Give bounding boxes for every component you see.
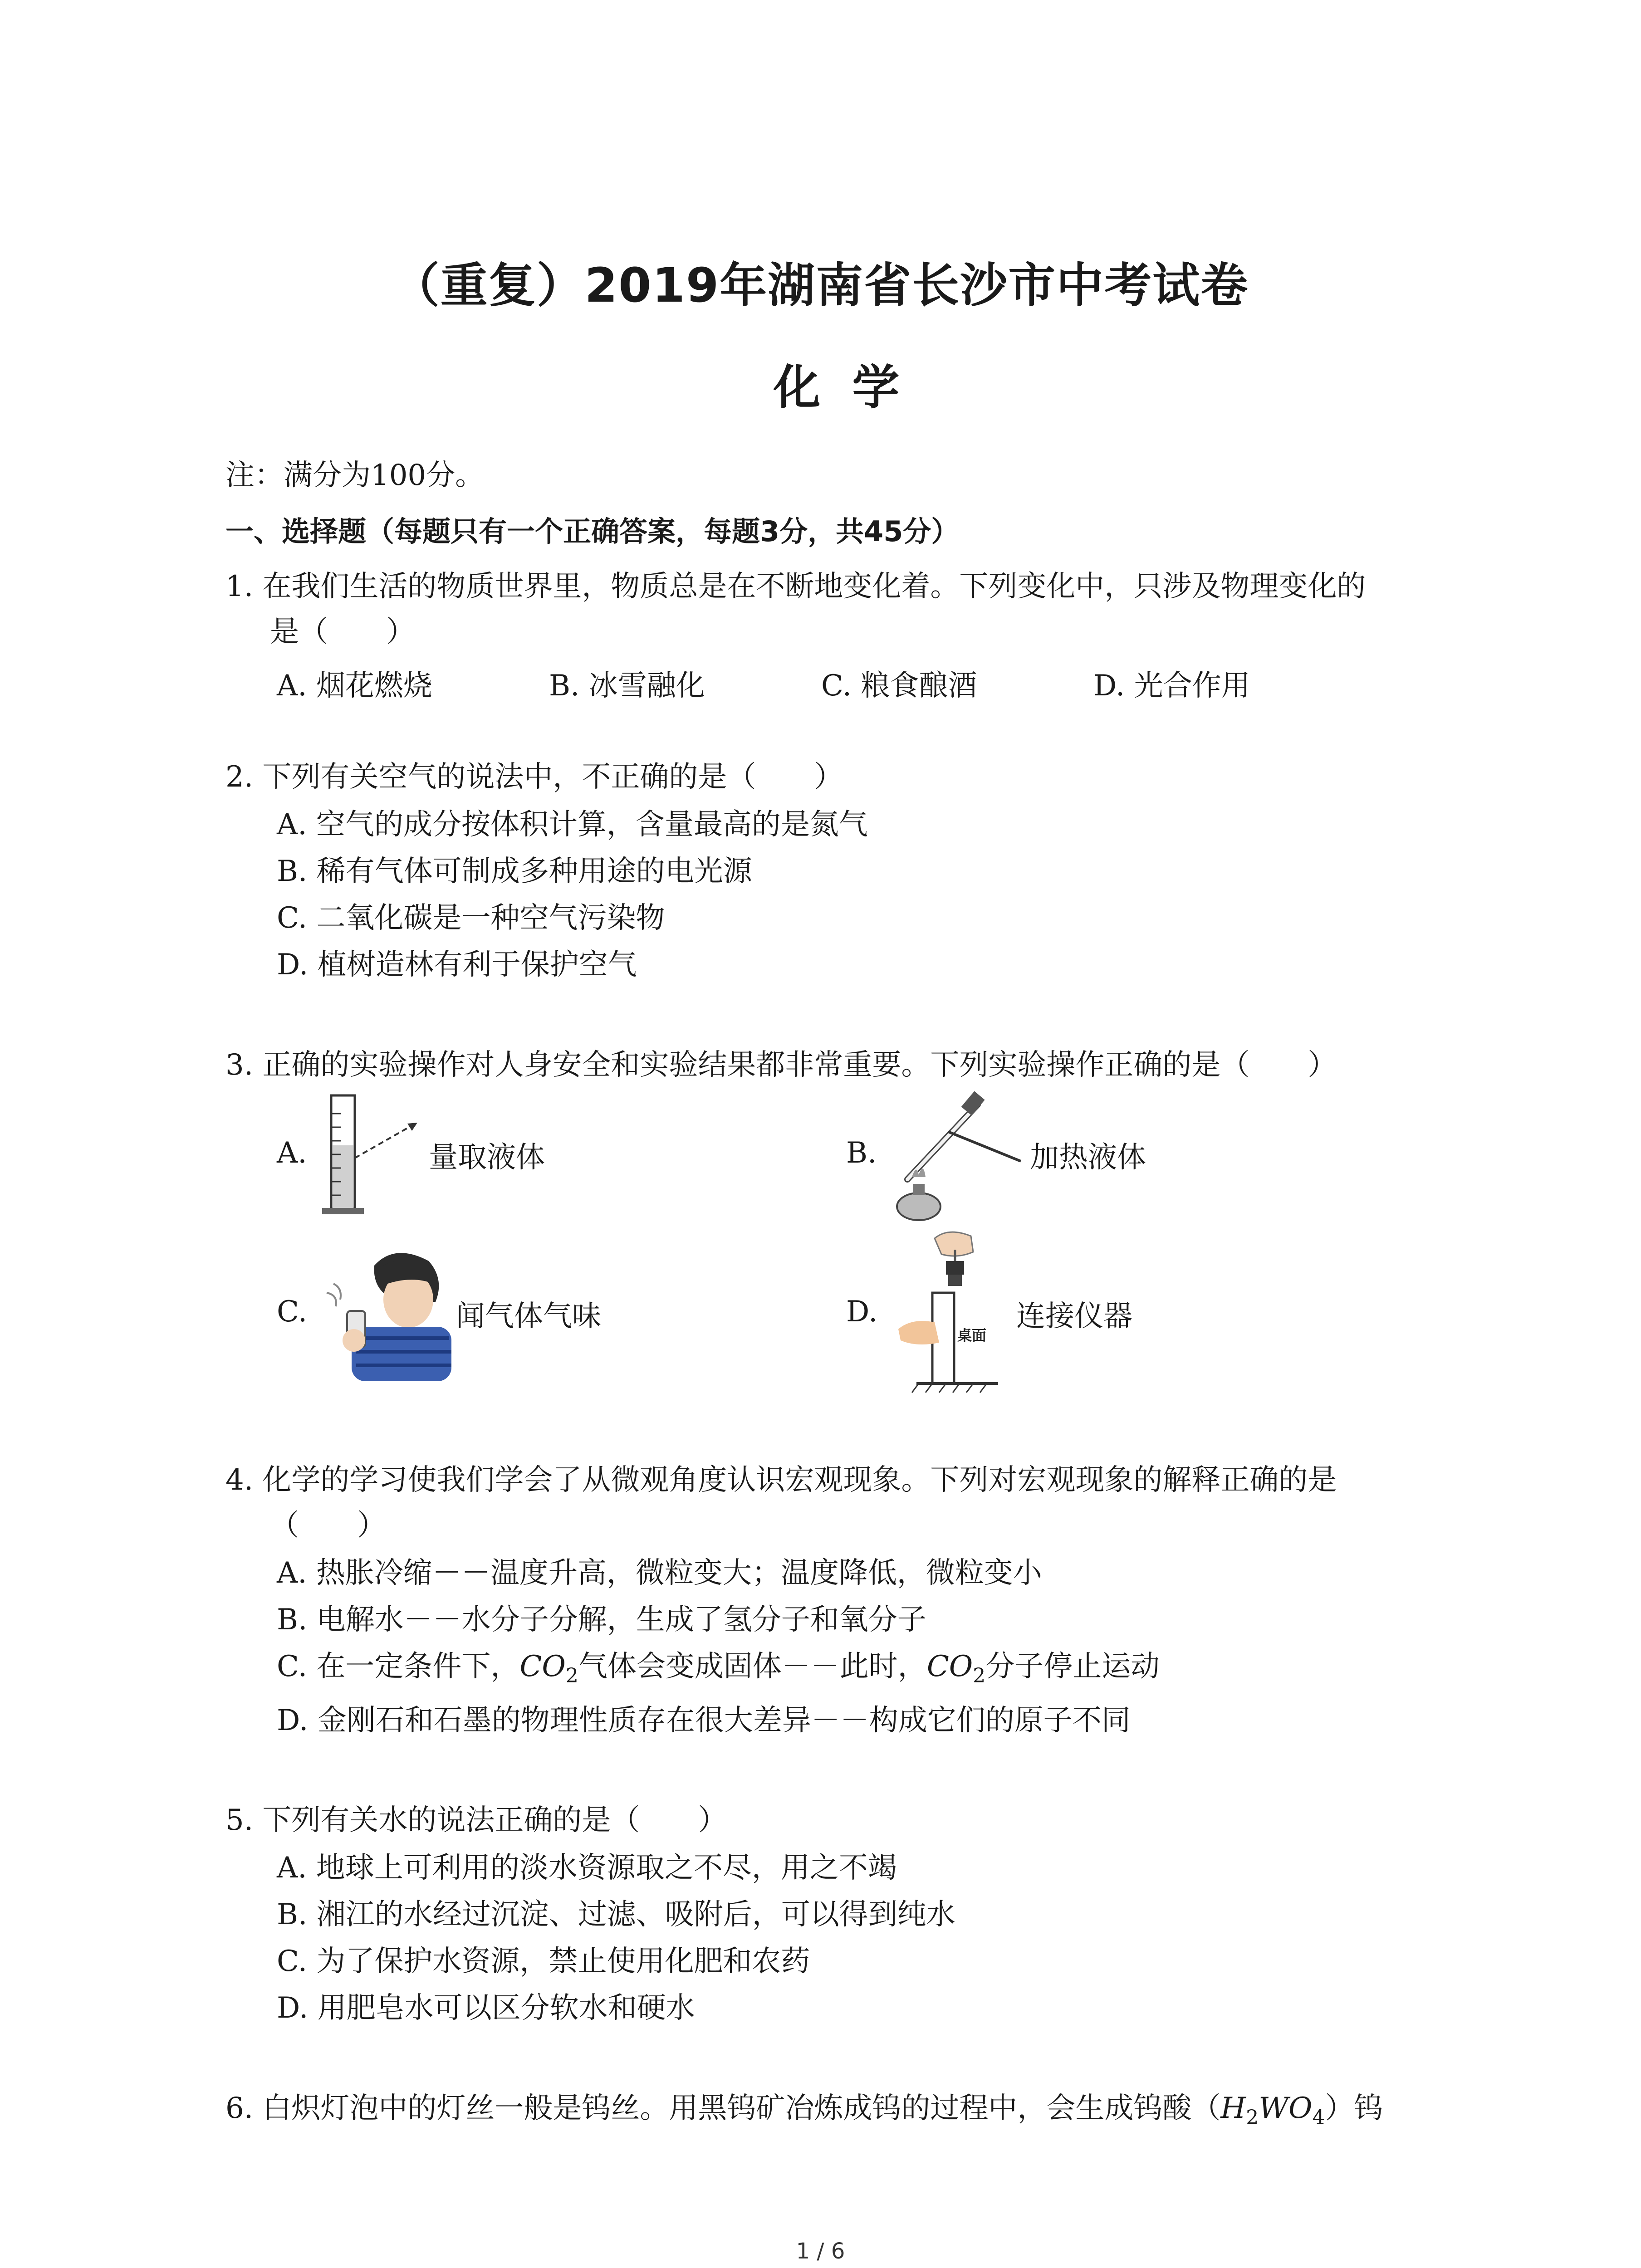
q1-stem-line2: 是（ ） (270, 615, 415, 649)
q3-option-a-letter[interactable]: A. (277, 1136, 307, 1170)
test-tube-heating-icon (885, 1082, 1034, 1232)
q3-option-b-label: 加热液体 (1030, 1141, 1146, 1174)
q5-option-a[interactable]: A. 地球上可利用的淡水资源取之不尽，用之不竭 (277, 1851, 897, 1885)
connecting-apparatus-icon (894, 1225, 1007, 1402)
q4-option-c[interactable] (277, 1649, 1160, 1688)
score-note: 注：满分为100分。 (225, 459, 485, 492)
smelling-gas-icon (320, 1243, 456, 1383)
q4-stem-line2: （ ） (270, 1509, 386, 1542)
q3-option-c-letter[interactable]: C. (277, 1295, 308, 1329)
q5-option-b[interactable]: B. 湘江的水经过沉淀、过滤、吸附后，可以得到纯水 (277, 1898, 955, 1931)
q5-option-c[interactable]: C. 为了保护水资源，禁止使用化肥和农药 (277, 1945, 810, 1978)
subject-title: 化学 (773, 360, 931, 415)
q4-option-d[interactable]: D. 金刚石和石墨的物理性质存在很大差异－－构成它们的原子不同 (277, 1704, 1131, 1737)
q3-option-d-label: 连接仪器 (1016, 1300, 1132, 1333)
q4-option-c-text3: 分子停止运动 (985, 1650, 1160, 1683)
q1-option-c[interactable]: C. 粮食酿酒 (821, 669, 977, 703)
q1-stem-line1: 1. 在我们生活的物质世界里，物质总是在不断地变化着。下列变化中，只涉及物理变化的 (225, 570, 1366, 603)
q2-option-a[interactable]: A. 空气的成分按体积计算，含量最高的是氮气 (277, 808, 868, 841)
q6-stem: 6. 白炽灯泡中的灯丝一般是钨丝。用黑钨矿冶炼成钨的过程中，会生成钨酸$(H_2WO_4)$钨 (225, 2092, 1383, 2129)
page-number: 1 / 6 (796, 2239, 845, 2264)
q1-option-d[interactable]: D. 光合作用 (1093, 669, 1250, 703)
q4-option-b[interactable]: B. 电解水－－水分子分解，生成了氢分子和氧分子 (277, 1603, 926, 1637)
q3-option-b-letter[interactable]: B. (846, 1136, 877, 1170)
q3-option-c-label: 闻气体气味 (456, 1300, 601, 1333)
q3-stem: 3. 正确的实验操作对人身安全和实验结果都非常重要。下列实验操作正确的是（ ） (225, 1048, 1337, 1082)
q4-option-a[interactable]: A. 热胀冷缩－－温度升高，微粒变大；温度降低，微粒变小 (277, 1556, 1042, 1590)
exam-title: （重复）2019年湖南省长沙市中考试卷 (392, 258, 1249, 313)
q2-option-d[interactable]: D. 植树造林有利于保护空气 (277, 948, 637, 982)
desk-surface-label: 桌面 (957, 1327, 987, 1344)
q1-option-a[interactable]: A. 烟花燃烧 (277, 669, 432, 703)
q5-stem: 5. 下列有关水的说法正确的是（ ） (225, 1804, 727, 1837)
q2-stem: 2. 下列有关空气的说法中，不正确的是（ ） (225, 760, 843, 794)
q5-option-d[interactable]: D. 用肥皂水可以区分软水和硬水 (277, 1991, 695, 2025)
q1-option-b[interactable]: B. 冰雪融化 (549, 669, 705, 703)
co2-formula: $CO_2$ (926, 1650, 986, 1687)
q2-option-b[interactable]: B. 稀有气体可制成多种用途的电光源 (277, 855, 752, 888)
q3-option-d-letter[interactable]: D. (846, 1295, 878, 1329)
q4-option-c-text1: C. 在一定条件下， (277, 1650, 520, 1683)
co2-formula: $CO_2$ (519, 1650, 578, 1687)
q3-option-a-label: 量取液体 (429, 1141, 545, 1174)
graduated-cylinder-icon (313, 1091, 431, 1222)
tungstic-acid-formula: $H_2WO_4$ (1220, 2092, 1325, 2129)
q2-option-c[interactable]: C. 二氧化碳是一种空气污染物 (277, 901, 665, 935)
q4-stem-line1: 4. 化学的学习使我们学会了从微观角度认识宏观现象。下列对宏观现象的解释正确的是 (225, 1463, 1337, 1497)
section-heading: 一、选择题（每题只有一个正确答案，每题3分，共45分） (225, 515, 960, 548)
q4-option-c-text2: 气体会变成固体－－此时， (578, 1650, 927, 1683)
